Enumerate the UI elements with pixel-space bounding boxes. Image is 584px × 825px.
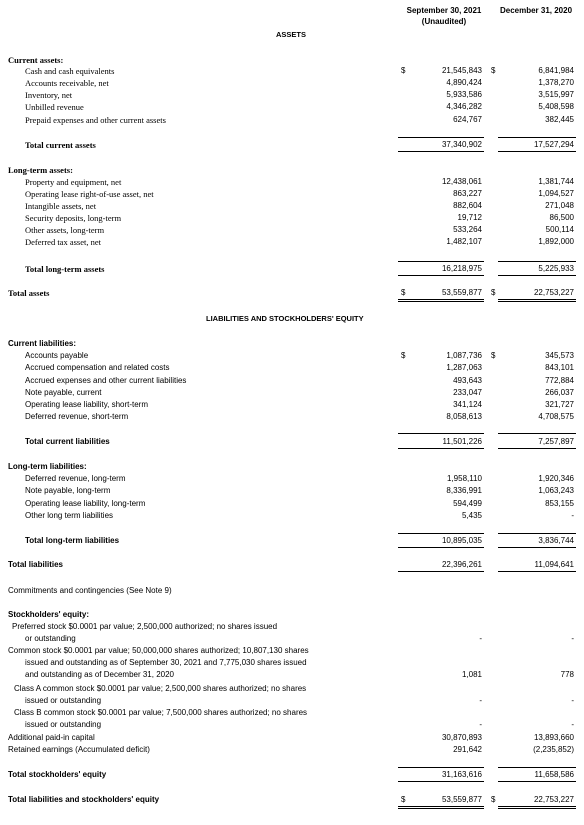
value-2020: 1,063,243 [538,486,574,495]
dollar-sign: $ [401,288,406,297]
value-2020: 7,257,897 [538,437,574,446]
row-label: Property and equipment, net [25,177,122,187]
subtotal-rule [498,275,576,276]
assets-title: ASSETS [276,30,307,39]
row-label: Deferred tax asset, net [25,237,101,247]
common-stock-label-cont: issued and outstanding as of September 30, 2021 and 7,775,030 shares issued [25,658,307,667]
value-2021: 8,336,991 [446,486,482,495]
value-2020: 345,573 [545,351,574,360]
dollar-sign: $ [491,351,496,360]
dollar-sign: $ [401,66,406,75]
value-2020: - [571,696,574,705]
total-current-liabilities-label: Total current liabilities [25,437,110,446]
subtotal-rule [398,275,484,276]
row-label: Cash and cash equivalents [25,66,115,76]
total-current-assets-label: Total current assets [25,140,96,150]
row-label: Note payable, current [25,388,102,397]
value-2020: 266,037 [545,388,574,397]
value-2020: 11,094,641 [534,560,574,569]
class-b-label-cont: issued or outstanding [25,720,102,729]
value-2020: 5,225,933 [538,264,574,273]
value-2021: - [479,634,482,643]
value-2020: 6,841,984 [538,66,574,75]
value-2020: 772,884 [545,376,574,385]
value-2021: 19,712 [457,213,482,222]
value-2020: 1,920,346 [538,474,574,483]
subtotal-rule [398,533,484,534]
value-2021: 291,642 [453,745,482,754]
liabilities-title: LIABILITIES AND STOCKHOLDERS' EQUITY [206,314,364,323]
value-2021: 30,870,893 [441,733,482,742]
apic-label: Additional paid-in capital [8,733,95,742]
value-2021: 11,501,226 [442,437,482,446]
value-2020: - [571,511,574,520]
value-2020: 500,114 [545,225,574,234]
value-2021: - [479,720,482,729]
value-2021: 4,890,424 [446,78,482,87]
value-2020: 3,515,997 [538,90,574,99]
dollar-sign: $ [491,288,496,297]
value-2020: 1,892,000 [538,237,574,246]
value-2021: 863,227 [453,189,482,198]
value-2020: 1,381,744 [538,177,574,186]
value-2020: - [571,720,574,729]
subtotal-rule [398,767,484,768]
value-2021: 341,124 [453,400,482,409]
value-2021: 533,264 [453,225,482,234]
value-2021: 233,047 [453,388,482,397]
value-2020: 13,893,660 [533,733,574,742]
double-rule [498,806,576,809]
value-2021: 31,163,616 [441,770,482,779]
double-rule [398,806,484,809]
value-2021: 8,058,613 [446,412,482,421]
common-stock-label-cont: and outstanding as of December 31, 2020 [25,670,174,679]
subtotal-rule [398,433,484,434]
row-label: Accrued compensation and related costs [25,363,170,372]
subtotal-rule [498,767,576,768]
row-label: Unbilled revenue [25,102,84,112]
value-2020: 4,708,575 [538,412,574,421]
row-label: Operating lease right-of-use asset, net [25,189,154,199]
value-2020: 1,378,270 [538,78,574,87]
value-2020: 843,101 [545,363,574,372]
current-assets-heading: Current assets: [8,55,64,65]
value-2020: 382,445 [545,115,574,124]
value-2020: - [571,634,574,643]
class-b-label: Class B common stock $0.0001 par value; 7,500,000 shares authorized; no shares [14,708,308,717]
subtotal-rule [498,571,576,572]
value-2020: 321,727 [545,400,574,409]
subtotal-rule [498,137,576,138]
row-label: Security deposits, long-term [25,213,122,223]
row-label: Deferred revenue, long-term [25,474,126,483]
subtotal-rule [398,261,484,262]
subtotal-rule [498,261,576,262]
class-a-label: Class A common stock $0.0001 par value; 2,500,000 shares authorized; no shares [14,684,307,693]
row-label: Prepaid expenses and other current assets [25,115,166,125]
total-equity-label: Total stockholders' equity [8,770,107,779]
value-2020: 86,500 [549,213,574,222]
value-2021: 1,287,063 [446,363,482,372]
preferred-stock-label-cont: or outstanding [25,634,76,643]
value-2021: 53,559,877 [441,795,482,804]
value-2020: 3,836,744 [538,536,574,545]
row-label: Accrued expenses and other current liabilities [25,376,187,385]
value-2020: 778 [560,670,574,679]
value-2021: 4,346,282 [446,102,482,111]
total-liabilities-equity-label: Total liabilities and stockholders' equity [8,795,160,804]
value-2020: 22,753,227 [533,795,574,804]
row-label: Other long term liabilities [25,511,114,520]
total-assets-label: Total assets [8,288,50,298]
retained-earnings-label: Retained earnings (Accumulated deficit) [8,745,150,754]
value-2021: 1,958,110 [447,474,482,483]
longterm-assets-heading: Long-term assets: [8,165,73,175]
value-2021: 624,767 [453,115,482,124]
preferred-stock-label: Preferred stock $0.0001 par value; 2,500,000 authorized; no shares issued [12,622,278,631]
value-2020: (2,235,852) [533,745,574,754]
row-label: Inventory, net [25,90,73,100]
total-liabilities-label: Total liabilities [8,560,63,569]
class-a-label-cont: issued or outstanding [25,696,102,705]
current-liabilities-heading: Current liabilities: [8,339,77,348]
col2-header: December 31, 2020 [499,6,573,15]
value-2021: 12,438,061 [441,177,482,186]
row-label: Operating lease liability, short-term [25,400,149,409]
dollar-sign: $ [401,795,406,804]
dollar-sign: $ [491,795,496,804]
value-2020: 853,155 [545,499,574,508]
subtotal-rule [498,547,576,548]
subtotal-rule [398,571,484,572]
value-2021: 22,396,261 [441,560,482,569]
total-longterm-liabilities-label: Total long-term liabilities [25,536,120,545]
subtotal-rule [398,547,484,548]
row-label: Accounts payable [25,351,89,360]
double-rule [398,299,484,302]
double-rule [498,299,576,302]
value-2021: 1,087,736 [446,351,482,360]
subtotal-rule [398,781,484,782]
col1-subheader: (Unaudited) [421,17,467,26]
subtotal-rule [498,433,576,434]
commitments-note: Commitments and contingencies (See Note 9) [8,586,172,595]
value-2021: 1,081 [461,670,482,679]
subtotal-rule [498,151,576,152]
longterm-liabilities-heading: Long-term liabilities: [8,462,87,471]
subtotal-rule [398,151,484,152]
subtotal-rule [398,448,484,449]
dollar-sign: $ [401,351,406,360]
value-2021: 16,218,975 [441,264,482,273]
common-stock-label: Common stock $0.0001 par value; 50,000,000 shares authorized; 10,807,130 shares [8,646,309,655]
row-label: Other assets, long-term [25,225,105,235]
value-2021: 493,643 [453,376,482,385]
value-2021: 10,895,035 [441,536,482,545]
value-2021: 5,435 [461,511,482,520]
row-label: Operating lease liability, long-term [25,499,146,508]
col1-header: September 30, 2021 [406,6,482,15]
subtotal-rule [498,533,576,534]
value-2020: 5,408,598 [538,102,574,111]
value-2020: 17,527,294 [533,140,574,149]
value-2021: 5,933,586 [446,90,482,99]
value-2020: 271,048 [545,201,574,210]
value-2021: 53,559,877 [441,288,482,297]
row-label: Note payable, long-term [25,486,111,495]
value-2020: 11,658,586 [534,770,574,779]
value-2021: 594,499 [453,499,482,508]
dollar-sign: $ [491,66,496,75]
value-2021: 37,340,902 [441,140,482,149]
row-label: Intangible assets, net [25,201,97,211]
value-2020: 1,094,527 [538,189,574,198]
subtotal-rule [398,137,484,138]
value-2021: 882,604 [453,201,482,210]
subtotal-rule [498,448,576,449]
value-2020: 22,753,227 [533,288,574,297]
equity-heading: Stockholders' equity: [8,610,90,619]
row-label: Accounts receivable, net [25,78,109,88]
value-2021: 21,545,843 [441,66,482,75]
value-2021: 1,482,107 [446,237,482,246]
total-longterm-assets-label: Total long-term assets [25,264,105,274]
row-label: Deferred revenue, short-term [25,412,129,421]
value-2021: - [479,696,482,705]
subtotal-rule [498,781,576,782]
